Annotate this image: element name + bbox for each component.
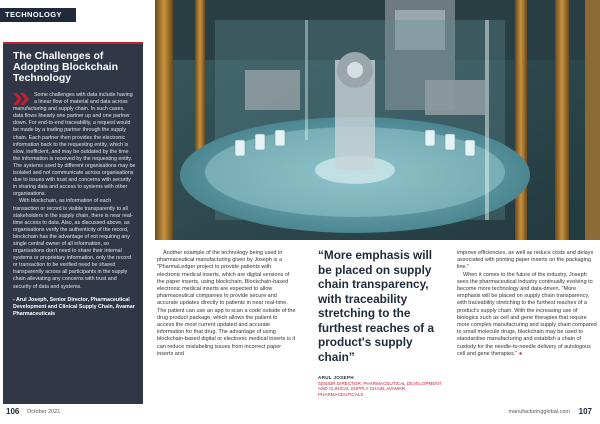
sidebar-body: [13, 92, 136, 291]
pharma-machine-photo: [155, 0, 600, 240]
body-column-right: [457, 250, 597, 358]
attribution-title: SENIOR DIRECTOR, PHARMACEUTICAL DEVELOPMENT AND CLINICAL SUPPLY CHAIN, AVAMAR PHARMACEUTICALS: [318, 380, 442, 397]
body-column-middle: [157, 250, 296, 358]
body-paragraph: Another example of the technology being used in pharmaceutical manufacturing given by Joseph is a "PharmaLedger project to provide patients with electronic medical inserts, which are digital versions of the paper inserts, using blockchain. Blockchain-based electronic medical inserts are expected to allow pharmaceutical companies to provide secure and accurate updates directly to patients in near real-time. The patient can use an app to scan a code outside of the drug product package, which allows the patient to access the most current updated and accurate information for that drug. The advantage of using blockchain-based digital or electronic medical inserts is it can reduce mislabeling issues from incorrect paper inserts and: [157, 250, 296, 357]
pull-quote: “More emphasis will be placed on supply chain transparency, with traceability stretching to the furthest reaches of a product's supply chain”: [318, 248, 435, 364]
sidebar-title: The Challenges of Adopting Blockchain Technology: [13, 50, 118, 84]
page-number-right: 107: [578, 407, 592, 416]
body-paragraph-last: [457, 272, 597, 358]
sidebar-attribution: - Arul Joseph, Senior Director, Pharmaceutical Development and Clinical Supply Chain, Avamar Pharmaceuticals: [13, 296, 135, 317]
issue-date: October 2021: [27, 409, 61, 415]
pull-quote-attribution: [318, 375, 443, 397]
sidebar-paragraph-2: With blockchain, as information of each transaction or record is visible transparently to all stakeholders in the supply chain, there is near real-time access to data. Also, as discussed above, as organisations verify the authenticity of the record, blockchain has the advantage of not requiring any single central owner of all information, so organisations don't need to share their internal systems or proprietary information, only the record or transaction to be verified need be shared transparently across all participants in the supply chain alleviating any concerns with trust and security of data and systems.: [13, 198, 133, 290]
sidebar-box: [3, 42, 143, 404]
page-footer: [0, 404, 600, 424]
end-mark-icon: ●: [518, 350, 523, 357]
sidebar-paragraph-1: Some challenges with data include having a linear flow of material and data across manufacturing and supply chain. In such cases, data flows linearly one partner up and one partner down. For end-to-end traceability, a request would be made by a trading partner through the supply chain. Each partner then provides the electronic information back to the requesting entity, which is slow, inefficient, and may be outdated by the time the information is received by the requesting entity. The systems used by different organisations may be isolated and not communicate across organisations due to issues with trust and concerns with security in sharing data and access to systems with other organisations.: [13, 92, 136, 198]
attribution-name: ARUL JOSEPH: [318, 375, 354, 380]
machine-illustration: [155, 0, 600, 240]
body-paragraph: improve efficiencies, as well as reduce costs and delays associated with printing paper inserts on the packaging line.": [457, 250, 594, 271]
section-tag: TECHNOLOGY: [0, 8, 76, 22]
website-link[interactable]: manufacturingglobal.com: [508, 409, 570, 415]
double-chevron-right-icon: [13, 93, 31, 105]
page-number-left: 106: [6, 407, 20, 416]
body-paragraph-text: When it comes to the future of the industry, Joseph sees the pharmaceutical industry continually evolving to become more technology and data-driven. "More emphasis will be placed on supply chain transparency, with traceability stretching to the furthest reaches of a product's supply chain. With the increasing use of biologics such as cell and gene therapies that require more complex manufacturing and supply chain compared to small molecule drugs, blockchain may be used to standardise manufacturing and establish a chain of custody for the needle-to-needle delivery of autologous cell and gene therapies.": [457, 271, 597, 357]
